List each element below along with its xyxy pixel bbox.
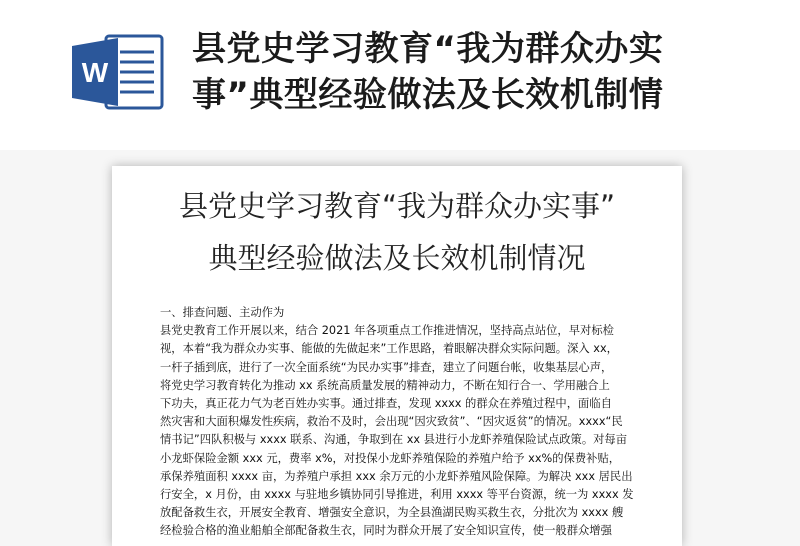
page-title-line: 县党史学习教育“我为群众办实 xyxy=(192,29,664,69)
header-banner xyxy=(0,0,800,150)
body-line: 行安全，x 月份，由 xxxx 与驻地乡镇协同引导推进，利用 xxxx 等平台资源，统一为 xxxx 发 xyxy=(160,488,634,502)
document-title-line: 县党史学习教育“我为群众办实事” xyxy=(178,189,616,223)
document-body xyxy=(160,304,640,541)
body-line: 经检验合格的渔业船舶全部配备救生衣，同时为群众开展了安全知识宣传，使一般群众增强 xyxy=(160,524,612,538)
body-line: 视，本着“我为群众办实事、能做的先做起来”工作思路，着眼解决群众实际问题。深入 xx， xyxy=(160,342,618,356)
document-page xyxy=(112,166,682,546)
body-line: 然灾害和大面积爆发性疾病，救治不及时，会出现“因灾致贫”、“因灾返贫”的情况。xxxx“民 xyxy=(160,415,623,429)
body-line: 县党史教育工作开展以来，结合 2021 年各项重点工作推进情况，坚持高点站位，早对标检 xyxy=(160,324,614,338)
body-line: 承保养殖面积 xxxx 亩，为养殖户承担 xxx 余万元的小龙虾养殖风险保障。为解决 xxx 居民出 xyxy=(160,469,633,483)
body-line: 一杆子插到底，进行了一次全面系统“为民办实事”排查，建立了问题台帐，收集基层心声， xyxy=(160,360,613,374)
body-line: 情书记”四队积极与 xxxx 联系、沟通，争取到在 xx 县进行小龙虾养殖保险试点政策。对每亩 xyxy=(160,433,628,447)
body-line: 小龙虾保险金额 xxx 元，费率 x%，对投保小龙虾养殖保险的养殖户给予 xx%的保费补贴， xyxy=(160,451,621,465)
document-title-line: 典型经验做法及长效机制情况 xyxy=(208,241,586,275)
body-line: 下功夫，真正花力气为老百姓办实事。通过排查，发现 xxxx 的群众在养殖过程中，面临自 xyxy=(160,397,612,411)
body-line: 放配备救生衣，开展安全教育、增强安全意识，为全县渔湖民购买救生衣，分批次为 xxxx 艘 xyxy=(160,506,624,520)
word-icon-letter: W xyxy=(81,57,109,88)
page-title xyxy=(192,26,792,118)
body-line: 将党史学习教育转化为推动 xx 系统高质量发展的精神动力，不断在知行合一、学用融合上 xyxy=(160,378,610,392)
section-heading: 一、排查问题、主动作为 xyxy=(160,306,285,319)
word-document-icon xyxy=(68,32,166,112)
document-title xyxy=(112,180,682,284)
page-title-line: 事”典型经验做法及长效机制情 xyxy=(192,75,664,115)
